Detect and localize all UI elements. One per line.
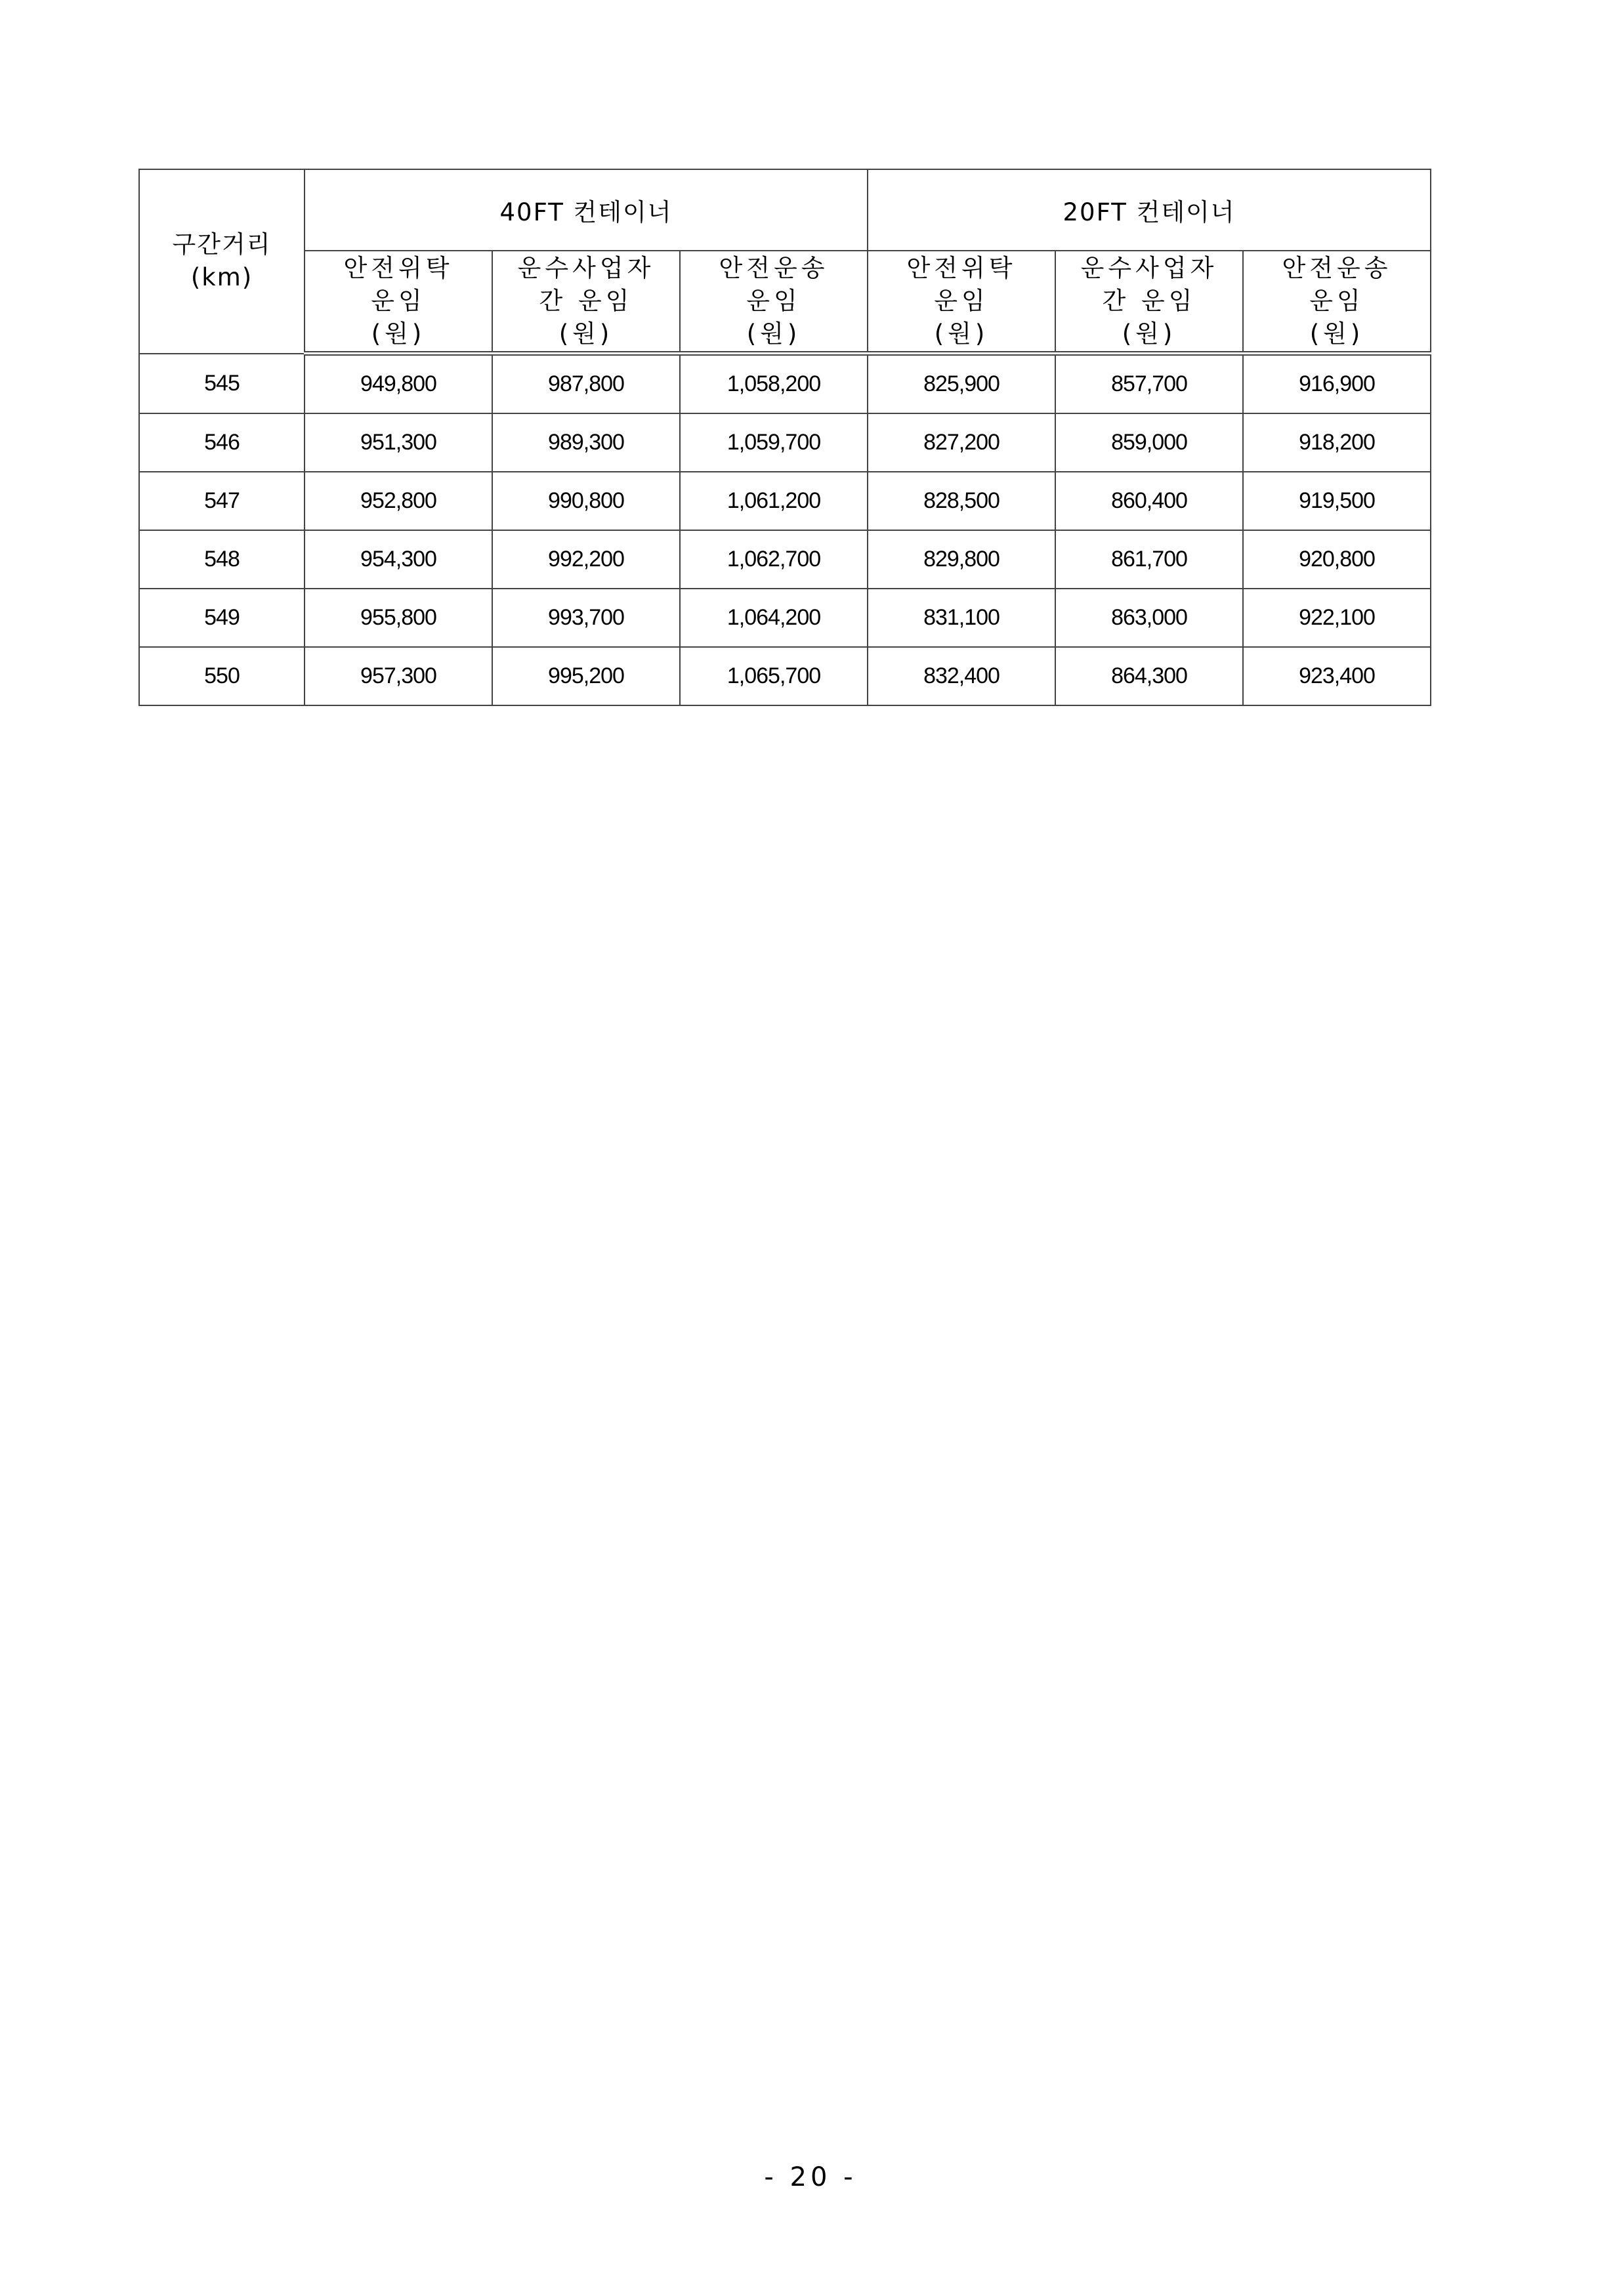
- column-header: 운수사업자 간 운임 (원): [1055, 251, 1243, 354]
- table-row: [139, 354, 1431, 414]
- rate-cell: 920,800: [1243, 530, 1431, 589]
- rate-cell: 864,300: [1055, 647, 1243, 705]
- rate-cell: 992,200: [492, 530, 680, 589]
- rate-cell: 957,300: [305, 647, 492, 705]
- rate-cell: 859,000: [1055, 413, 1243, 472]
- distance-cell: 548: [139, 530, 305, 589]
- table-row: [139, 472, 1431, 530]
- distance-cell: 550: [139, 647, 305, 705]
- rate-cell: 857,700: [1055, 354, 1243, 414]
- rate-cell: 825,900: [868, 354, 1055, 414]
- page-number: - 20 -: [764, 2162, 857, 2192]
- rate-cell: 1,061,200: [680, 472, 868, 530]
- rate-cell: 831,100: [868, 589, 1055, 647]
- rate-cell: 987,800: [492, 354, 680, 414]
- table-row: [139, 530, 1431, 589]
- rate-cell: 1,058,200: [680, 354, 868, 414]
- rate-cell: 1,059,700: [680, 413, 868, 472]
- column-header: 안전운송 운임 (원): [1243, 251, 1431, 354]
- rate-cell: 863,000: [1055, 589, 1243, 647]
- rate-cell: 860,400: [1055, 472, 1243, 530]
- rate-cell: 829,800: [868, 530, 1055, 589]
- rate-cell: 1,065,700: [680, 647, 868, 705]
- rate-cell: 954,300: [305, 530, 492, 589]
- column-header: 안전운송 운임 (원): [680, 251, 868, 354]
- table-row: [139, 589, 1431, 647]
- table-row: [139, 413, 1431, 472]
- rate-cell: 916,900: [1243, 354, 1431, 414]
- rate-cell: 918,200: [1243, 413, 1431, 472]
- rate-cell: 989,300: [492, 413, 680, 472]
- rate-cell: 955,800: [305, 589, 492, 647]
- rate-cell: 919,500: [1243, 472, 1431, 530]
- table-row: [139, 647, 1431, 705]
- rate-cell: 832,400: [868, 647, 1055, 705]
- rate-cell: 923,400: [1243, 647, 1431, 705]
- distance-header-unit: (km): [190, 263, 253, 292]
- rate-cell: 949,800: [305, 354, 492, 414]
- distance-cell: 545: [139, 354, 305, 414]
- rate-cell: 828,500: [868, 472, 1055, 530]
- distance-header-label: 구간거리: [172, 230, 272, 259]
- rate-cell: 1,064,200: [680, 589, 868, 647]
- rate-cell: 1,062,700: [680, 530, 868, 589]
- distance-cell: 547: [139, 472, 305, 530]
- distance-cell: 546: [139, 413, 305, 472]
- freight-rate-table: [138, 169, 1431, 706]
- distance-cell: 549: [139, 589, 305, 647]
- rate-cell: 995,200: [492, 647, 680, 705]
- rate-cell: 952,800: [305, 472, 492, 530]
- rate-cell: 951,300: [305, 413, 492, 472]
- rate-cell: 861,700: [1055, 530, 1243, 589]
- distance-header: [139, 169, 305, 354]
- rate-cell: 827,200: [868, 413, 1055, 472]
- column-header: 안전위탁 운임 (원): [305, 251, 492, 354]
- group-header-40ft: 40FT 컨테이너: [305, 169, 868, 251]
- rate-cell: 993,700: [492, 589, 680, 647]
- column-header: 운수사업자 간 운임 (원): [492, 251, 680, 354]
- rate-cell: 922,100: [1243, 589, 1431, 647]
- column-header: 안전위탁 운임 (원): [868, 251, 1055, 354]
- group-header-20ft: 20FT 컨테이너: [868, 169, 1431, 251]
- rate-cell: 990,800: [492, 472, 680, 530]
